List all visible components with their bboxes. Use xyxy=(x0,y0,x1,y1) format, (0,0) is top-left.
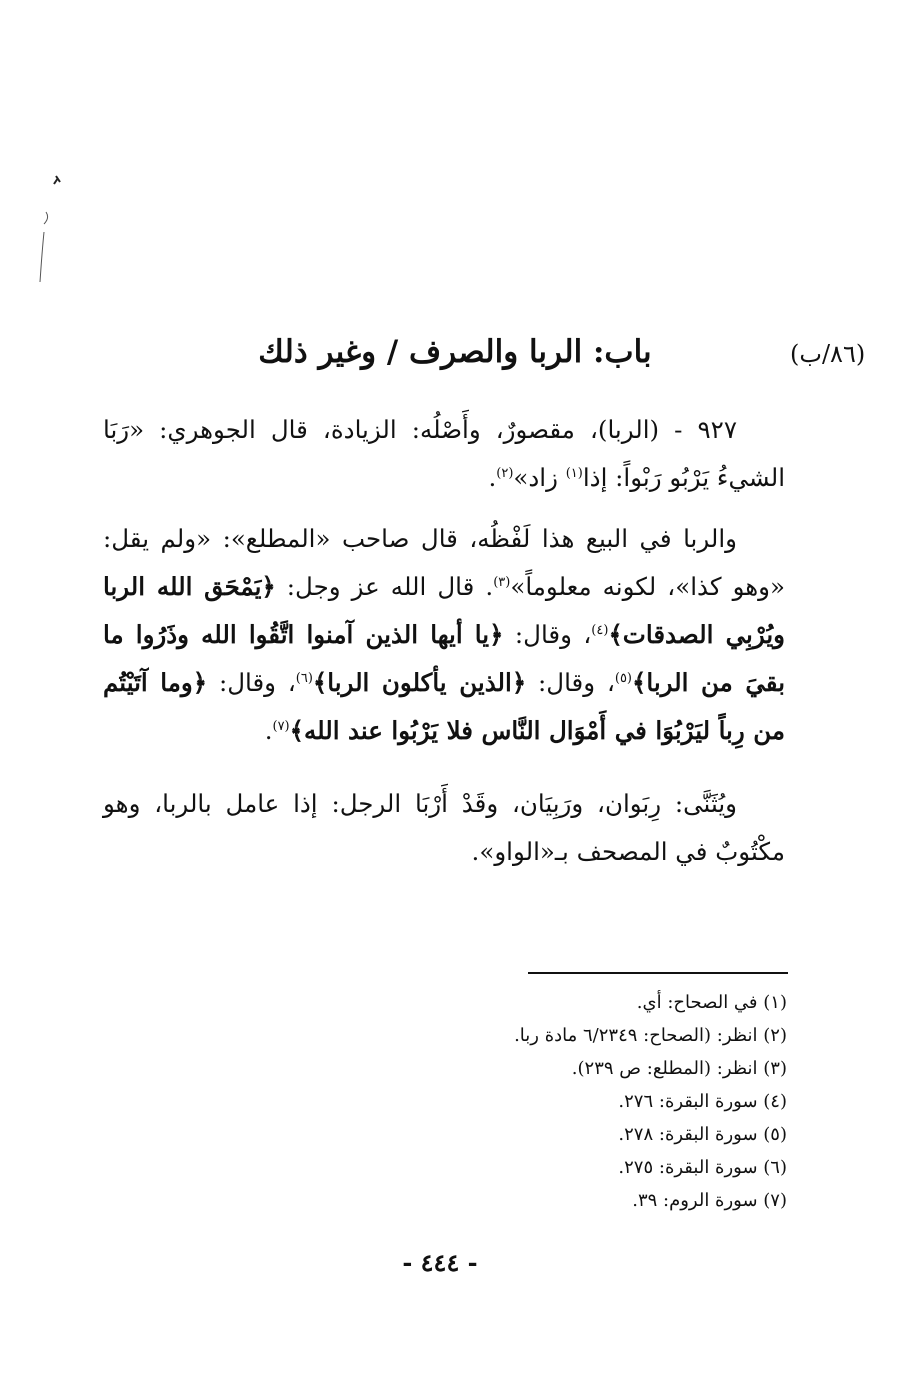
footnote-ref-3[interactable]: (٣) xyxy=(493,574,511,590)
footnote-5: (٥) سورة البقرة: ٢٧٨. xyxy=(618,1124,787,1145)
footnote-ref-1[interactable]: (١) xyxy=(565,465,583,481)
paragraph-riba xyxy=(103,515,785,755)
paragraph-text: . xyxy=(264,716,273,745)
paragraph-text: والربا في البيع هذا لَفْظُه، قال صاحب «المطلع»: «ولم يقل: «وهو كذا»، لكونه معلوماً» xyxy=(103,524,785,601)
footnote-ref-6[interactable]: (٦) xyxy=(295,670,313,686)
quran-verse: ﴿يَمْحَق الله الربا ويُرْبِي الصدقات﴾ xyxy=(103,572,785,649)
footnote-2: (٢) انظر: (الصحاح: ٦/٢٣٤٩ مادة ربا. xyxy=(514,1025,787,1046)
paragraph-text: ويُثَنَّى: رِبَوان، ورَبِيَان، وقَدْ أَرْبَا الرجل: إذا عامل بالربا، وهو مكْتُوبٌ في المصحف بـ«الواو». xyxy=(103,789,785,866)
entry-number: ٩٢٧ xyxy=(697,415,737,444)
quran-verse: ﴿وما آتَيْتُم من رِباً ليَرْبُوَا في أَمْوَال النَّاس فلا يَرْبُوا عند الله﴾ xyxy=(103,668,785,745)
footnote-ref-2[interactable]: (٢) xyxy=(496,465,514,481)
paragraph-text: ، وقال: xyxy=(503,620,592,649)
quran-verse: ﴿يا أيها الذين آمنوا اتَّقُوا الله وذَرُوا ما بقيَ من الربا﴾ xyxy=(103,620,786,697)
quran-verse: ﴿الذين يأكلون الربا﴾ xyxy=(312,668,527,697)
paragraph-text: - (الربا)، مقصورٌ، وأَصْلُه: الزيادة، قال الجوهري: «رَبَا الشيءُ يَرْبُو رَبْواً: إذا xyxy=(103,415,785,492)
chapter-title: باب: الربا والصرف / وغير ذلك xyxy=(258,334,652,370)
page-number: - ٤٤٤ - xyxy=(402,1248,478,1277)
footnote-ref-4[interactable]: (٤) xyxy=(591,622,609,638)
paragraph-text: ، وقال: xyxy=(526,668,615,697)
footnote-ref-7[interactable]: (٧) xyxy=(272,718,290,734)
paragraph-text: . قال الله عز وجل: xyxy=(275,572,494,601)
footnote-divider xyxy=(528,972,788,974)
paragraph-text: . xyxy=(488,463,497,492)
margin-pencil-mark xyxy=(30,172,70,292)
paragraph-927 xyxy=(103,406,785,502)
paragraph-text: زاد» xyxy=(513,463,566,492)
footnotes-list xyxy=(287,986,787,1217)
footnote-4: (٤) سورة البقرة: ٢٧٦. xyxy=(618,1091,787,1112)
footnote-1: (١) في الصحاح: أي. xyxy=(636,992,787,1013)
paragraph-text: ، وقال: xyxy=(207,668,296,697)
footnote-ref-5[interactable]: (٥) xyxy=(614,670,632,686)
footnote-6: (٦) سورة البقرة: ٢٧٥. xyxy=(618,1157,787,1178)
folio-marker: (٨٦/ب) xyxy=(790,340,866,368)
paragraph-dual-form xyxy=(103,780,785,876)
footnote-3: (٣) انظر: (المطلع: ص ٢٣٩). xyxy=(571,1058,787,1079)
footnote-7: (٧) سورة الروم: ٣٩. xyxy=(632,1190,787,1211)
